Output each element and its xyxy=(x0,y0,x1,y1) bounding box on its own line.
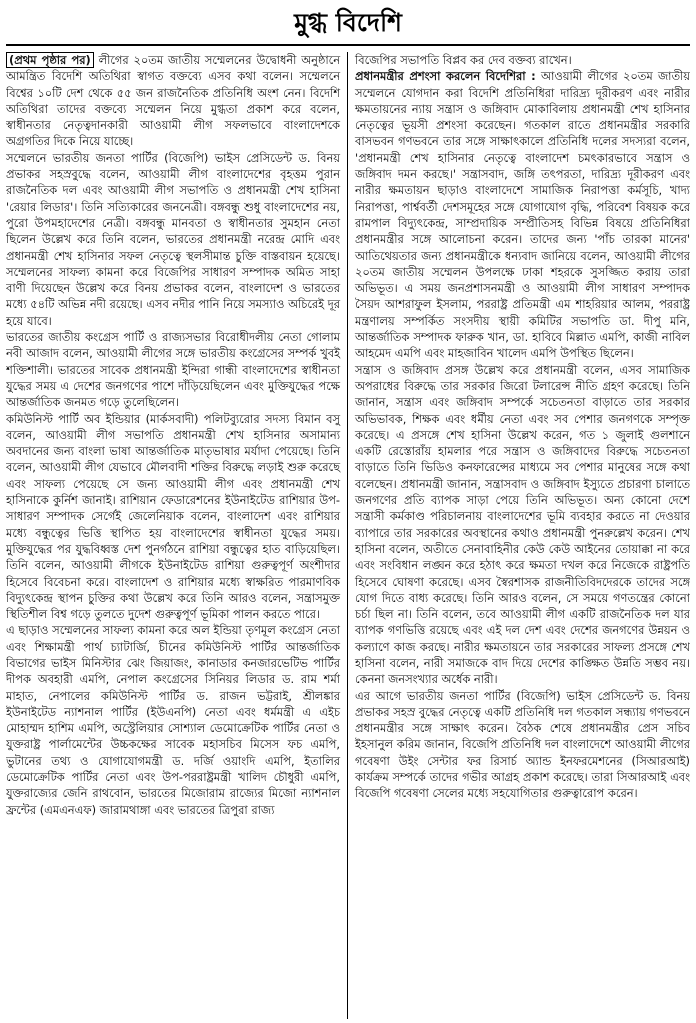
continuation-tag: (প্রথম পৃষ্ঠার পর) xyxy=(6,52,94,68)
left-paragraph-5: এ ছাড়াও সম্মেলনের সাফল্য কামনা করে অল ইন্ডিয়া তৃণমূল কংগ্রেস নেতা এবং শিক্ষামন্ত্রী পার্থ চ্যাটার্জি, চীনের কমিউনিস্ট পার্টির আন্তর্জাতিক বিভাগের ভাইস মিনিস্টার ঝেং জিয়াজং, কানাডার কনজারভেটিভ পার্টির দীপক অবহারী এমপি, নেপাল কংগ্রেসের সিনিয়র লিডার ড. রাম শর্মা মাহাত, নেপালের কমিউনিস্ট পার্টির ড. রাজন ভট্টরাই, শ্রীলঙ্কার ইউনাইটেড ন্যাশনাল পার্টির (ইউএনপি) নেতা এবং ধর্মমন্ত্রী এ এইচ মোহাম্মদ হাশিম এমপি, অস্ট্রেলিয়ার সোশ্যাল ডেমোক্রেটিক পার্টির নেতা ও যুক্তরাষ্ট্র পার্লামেন্টের উচ্চকক্ষের সাবেক মহাসচিব মিসেস ফচ এমপি, ভুটানের তথ্য ও যোগাযোগমন্ত্রী ড. দর্জি ওয়াংদি এমপি, ইতালির ডেমোক্রেটিক পার্টির নেতা এবং উপ-পররাষ্ট্রমন্ত্রী খালিদ চৌধুরী এমপি, যুক্তরাজ্যের জেনি রাথবোন, ভারতের মিজোরাম রাজ্যের মিজো ন্যাশনাল ফ্রন্টের (এমএনএফ) জারামথাঙ্গা এবং ভারতের ত্রিপুরা রাজ্য xyxy=(6,623,340,817)
article-headline: মুগ্ধ বিদেশি xyxy=(294,7,402,37)
headline-divider xyxy=(6,44,690,46)
right-paragraph-1: বিজেপির সভাপতি বিপ্লব কর দেব বক্তব্য রাখেন। xyxy=(355,53,572,67)
right-column xyxy=(348,52,690,1019)
right-paragraph-2 xyxy=(355,68,690,361)
right-paragraph-2-text: আওয়ামী লীগের ২০তম জাতীয় সম্মেলনে যোগদান করা বিদেশি প্রতিনিধিরা দারিদ্র্য দূরীকরণ এবং নারীর ক্ষমতায়নের ন্যায় সন্ত্রাস ও জঙ্গিবাদ মোকাবিলায় প্রধানমন্ত্রী শেখ হাসিনার নেতৃত্বের ভূয়সী প্রশংসা করেছেন। গতকাল রাতে প্রধানমন্ত্রীর সরকারি বাসভবন গণভবনে তার সঙ্গে সাক্ষাৎকালে প্রতিনিধি দলের সদস্যরা বলেন, 'প্রধানমন্ত্রী শেখ হাসিনার নেতৃত্বে বাংলাদেশ চমৎকারভাবে সন্ত্রাস ও জঙ্গিবাদ দমন করছে।' সন্ত্রাসবাদ, জঙ্গি তৎপরতা, দারিদ্র্য দূরীকরণ এবং নারীর ক্ষমতায়ন ছাড়াও বাংলাদেশে সামাজিক নিরাপত্তা কর্মসূচি, খাদ্য নিরাপত্তা, পার্শ্ববর্তী দেশসমূহের সঙ্গে যোগাযোগ বৃদ্ধি, পরিবেশ বিষয়ক করে রামপাল বিদ্যুৎকেন্দ্র, সাম্প্রদায়িক সম্প্রীতিসহ বিভিন্ন বিষয়ে প্রতিনিধিরা প্রধানমন্ত্রীর সঙ্গে আলোচনা করেন। তাদের জন্য 'পাঁচ তারকা মানের' আতিথেয়তার জন্য প্রধানমন্ত্রীকে ধন্যবাদ জানিয়ে বলেন, আওয়ামী লীগের ২০তম জাতীয় সম্মেলন উপলক্ষে ঢাকা শহরকে সুসজ্জিত করায় তারা অভিভূত। এ সময় জনপ্রশাসনমন্ত্রী ও আওয়ামী লীগ সাধারণ সম্পাদক সৈয়দ আশরাফুল ইসলাম, পররাষ্ট্র প্রতিমন্ত্রী এম শাহরিয়ার আলম, পররাষ্ট্র মন্ত্রণালয় সম্পর্কিত সংসদীয় স্থায়ী কমিটির সভাপতি ডা. দীপু মনি, আন্তর্জাতিক সম্পাদক ফারুক খান, ডা. হাবিবে মিল্লাত এমপি, কাজী নাবিল আহমেদ এমপি এবং মাহজাবিন খালেদ এমপি উপস্থিত ছিলেন। xyxy=(355,69,690,361)
left-paragraph-1 xyxy=(6,52,340,150)
section-subhead: প্রধানমন্ত্রীর প্রশংসা করলেন বিদেশিরা : xyxy=(355,69,536,84)
left-paragraph-2: সম্মেলনে ভারতীয় জনতা পার্টির (বিজেপি) ভাইস প্রেসিডেন্ট ড. বিনয় প্রভাকর সহস্রবুদ্ধে বলেন, আওয়ামী লীগ বাংলাদেশের বৃহত্তম পুরান রাজনৈতিক দল এবং আওয়ামী লীগ সভাপতি ও প্রধানমন্ত্রী শেখ হাসিনা 'রেয়ার লিডার'। তিনি সত্যিকারের জননেত্রী। বঙ্গবন্ধু শুধু বাংলাদেশের নয়, পুরো উপমহাদেশের নেত্রী। বঙ্গবন্ধু মানবতা ও স্বাধীনতার সুমহান নেতা ছিলেন উল্লেখ করে তিনি বলেন, ভারতের প্রধানমন্ত্রী নরেন্দ্র মোদি এবং প্রধানমন্ত্রী শেখ হাসিনার সফল নেতৃত্বে স্থলসীমান্ত চুক্তি বাস্তবায়ন হয়েছে। সম্মেলনের সাফল্য কামনা করে বিজেপির সাধারণ সম্পাদক অমিত সাহা বাণী দিয়েছেন উল্লেখ করে বিনয় প্রভাকর বলেন, বাংলাদেশ ও ভারতের মধ্যে ৫৪টি অভিন্ন নদী রয়েছে। এসব নদীর পানি নিয়ে সমস্যাও অচিরেই দূর হয়ে যাবে। xyxy=(6,150,340,328)
article-columns xyxy=(6,52,690,1019)
right-paragraph-3: সন্ত্রাস ও জঙ্গিবাদ প্রসঙ্গ উল্লেখ করে প্রধানমন্ত্রী বলেন, এসব সামাজিক অপরাধের বিরুদ্ধে তার সরকার জিরো টলারেন্স নীতি গ্রহণ করেছে। তিনি জানান, সন্ত্রাস এবং জঙ্গিবাদ সম্পর্কে সচেতনতা বাড়াতে তার সরকার অভিভাবক, শিক্ষক এবং ধর্মীয় নেতা এবং সব পেশার জনগণকে সম্পৃক্ত করেছে। এ প্রসঙ্গে শেখ হাসিনা উল্লেখ করেন, গত ১ জুলাই গুলশানে একটি রেস্তোরাঁয় হামলার পরে সন্ত্রাস ও জঙ্গিবাদের বিরুদ্ধে সচেতনতা বাড়াতে তিনি ভিডিও কনফারেন্সের মাধ্যমে সব পেশার মানুষের সঙ্গে কথা বলেছেন। প্রধানমন্ত্রী জানান, সন্ত্রাসবাদ ও জঙ্গিবাদ ইস্যুতে প্রচারণা চালাতে জনগণের প্রতি ব্যাপক সাড়া পেয়ে তিনি অভিভূত। অন্য কোনো দেশে সন্ত্রাসী কর্মকাণ্ড পরিচালনায় বাংলাদেশের ভূমি ব্যবহার করতে না দেওয়ার ব্যাপারে তার সরকারের অবস্থানের কথাও প্রধানমন্ত্রী পুনরুল্লেখ করেন। শেখ হাসিনা বলেন, অতীতে সেনাবাহিনীর কেউ কেউ আইনের তোয়াক্কা না করে এবং সংবিধান লঙ্ঘন করে হঠাৎ করে ক্ষমতা দখল করে নিজেকে রাষ্ট্রপতি হিসেবে ঘোষণা করেছে। এসব স্বৈরশাসক রাজনীতিবিদদেরকে তাদের সঙ্গে যোগ দিতে বাধ্য করেছে। তিনি আরও বলেন, সে সময়ে গণতন্ত্রের কোনো চর্চা ছিল না। তিনি বলেন, তবে আওয়ামী লীগ একটি রাজনৈতিক দল যার ব্যাপক গণভিত্তি রয়েছে এবং এই দল দেশ এবং দেশের জনগণের উন্নয়ন ও কল্যাণে কাজ করছে। নারীর ক্ষমতায়নে তার সরকারের সাফল্য প্রসঙ্গে শেখ হাসিনা বলেন, নারী সমাজকে বাদ দিয়ে দেশের কাঙ্ক্ষিত উন্নতি সম্ভব নয়। কেননা জনসংখ্যার অর্ধেক নারী। xyxy=(355,362,690,687)
right-paragraph-4: এর আগে ভারতীয় জনতা পার্টির (বিজেপি) ভাইস প্রেসিডেন্ট ড. বিনয় প্রভাকর সহস্র বুদ্ধের নেতৃত্বে একটি প্রতিনিধি দল গতকাল সন্ধ্যায় গণভবনে প্রধানমন্ত্রীর সঙ্গে সাক্ষাৎ করেন। বৈঠক শেষে প্রধানমন্ত্রীর প্রেস সচিব ইহসানুল করিম জানান, বিজেপি প্রতিনিধি দল বাংলাদেশে আওয়ামী লীগের গবেষণা উইং সেন্টার ফর রিসার্চ অ্যান্ড ইনফরমেশনের (সিআরআই) কার্যক্রম সম্পর্কে তাদের গভীর আগ্রহ প্রকাশ করেছে। তারা সিআরআই এবং বিজেপি গবেষণা সেলের মধ্যে সহযোগিতার গুরুত্বারোপ করেন। xyxy=(355,688,690,801)
left-paragraph-1-text: লীগের ২০তম জাতীয় সম্মেলনের উদ্বোধনী অনুষ্ঠানে আমন্ত্রিত বিদেশি অতিথিরা স্বাগত বক্তব্যে এসব কথা বলেন। সম্মেলনে বিশ্বের ১০টি দেশ থেকে ৫৫ জন রাজনৈতিক প্রতিনিধি অংশ নেন। বিদেশি অতিথিরা তাদের বক্তব্যে সম্মেলন নিয়ে মুগ্ধতা প্রকাশ করে বলেন, স্বাধীনতার নেতৃত্বদানকারী আওয়ামী লীগ সফলভাবে বাংলাদেশকে অগ্রগতির দিকে নিয়ে যাচ্ছে। xyxy=(6,53,340,149)
left-column xyxy=(6,52,348,1019)
left-paragraph-4: কমিউনিস্ট পার্টি অব ইন্ডিয়ার (মার্কসবাদী) পলিটব্যুরোর সদস্য বিমান বসু বলেন, আওয়ামী লীগ সভাপতি প্রধানমন্ত্রী শেখ হাসিনার অসামান্য অবদানের জন্য বাংলা ভাষা আন্তর্জাতিক মাতৃভাষার মর্যাদা পেয়েছে। তিনি বলেন, আওয়ামী লীগ যেভাবে মৌলবাদী শক্তির বিরুদ্ধে লড়াই শুরু করেছে এবং সাফল্য পেয়েছে সে জন্য আওয়ামী লীগ এবং প্রধানমন্ত্রী শেখ হাসিনাকে কুর্নিশ জানাই। রাশিয়ান ফেডারেশনের ইউনাইটেড রাশিয়ার উপ-সাধারণ সম্পাদক সের্গেই জেলেনিয়াক বলেন, বাংলাদেশ এবং রাশিয়ার মধ্যে বন্ধুত্বের ভিত্তি স্থাপিত হয় বাংলাদেশের স্বাধীনতা যুদ্ধের সময়। মুক্তিযুদ্ধের পর যুদ্ধবিধ্বস্ত দেশ পুনর্গঠনে রাশিয়া বন্ধুত্বের হাত বাড়িয়েছিল। তিনি বলেন, আওয়ামী লীগকে ইউনাইটেড রাশিয়া গুরুত্বপূর্ণ অংশীদার হিসেবে বিবেচনা করে। বাংলাদেশ ও রাশিয়ার মধ্যে স্বাক্ষরিত পারমাণবিক বিদ্যুৎকেন্দ্র স্থাপন চুক্তির কথা উল্লেখ করে তিনি আরও বলেন, সন্ত্রাসমুক্ত স্থিতিশীল বিশ্ব গড়ে তুলতে দুদেশ গুরুত্বপূর্ণ ভূমিকা পালন করতে পারে। xyxy=(6,411,340,622)
left-paragraph-3: ভারতের জাতীয় কংগ্রেস পার্টি ও রাজ্যসভার বিরোধীদলীয় নেতা গোলাম নবী আজাদ বলেন, আওয়ামী লীগের সঙ্গে ভারতীয় কংগ্রেসের সম্পর্ক খুবই শক্তিশালী। ভারতের সাবেক প্রধানমন্ত্রী ইন্দিরা গান্ধী বাংলাদেশের স্বাধীনতা যুদ্ধের সময় এ দেশের জনগণের পাশে দাঁড়িয়েছিলেন এবং মুক্তিযুদ্ধের পক্ষে আন্তর্জাতিক জনমত গড়ে তুলেছিলেন। xyxy=(6,330,340,410)
